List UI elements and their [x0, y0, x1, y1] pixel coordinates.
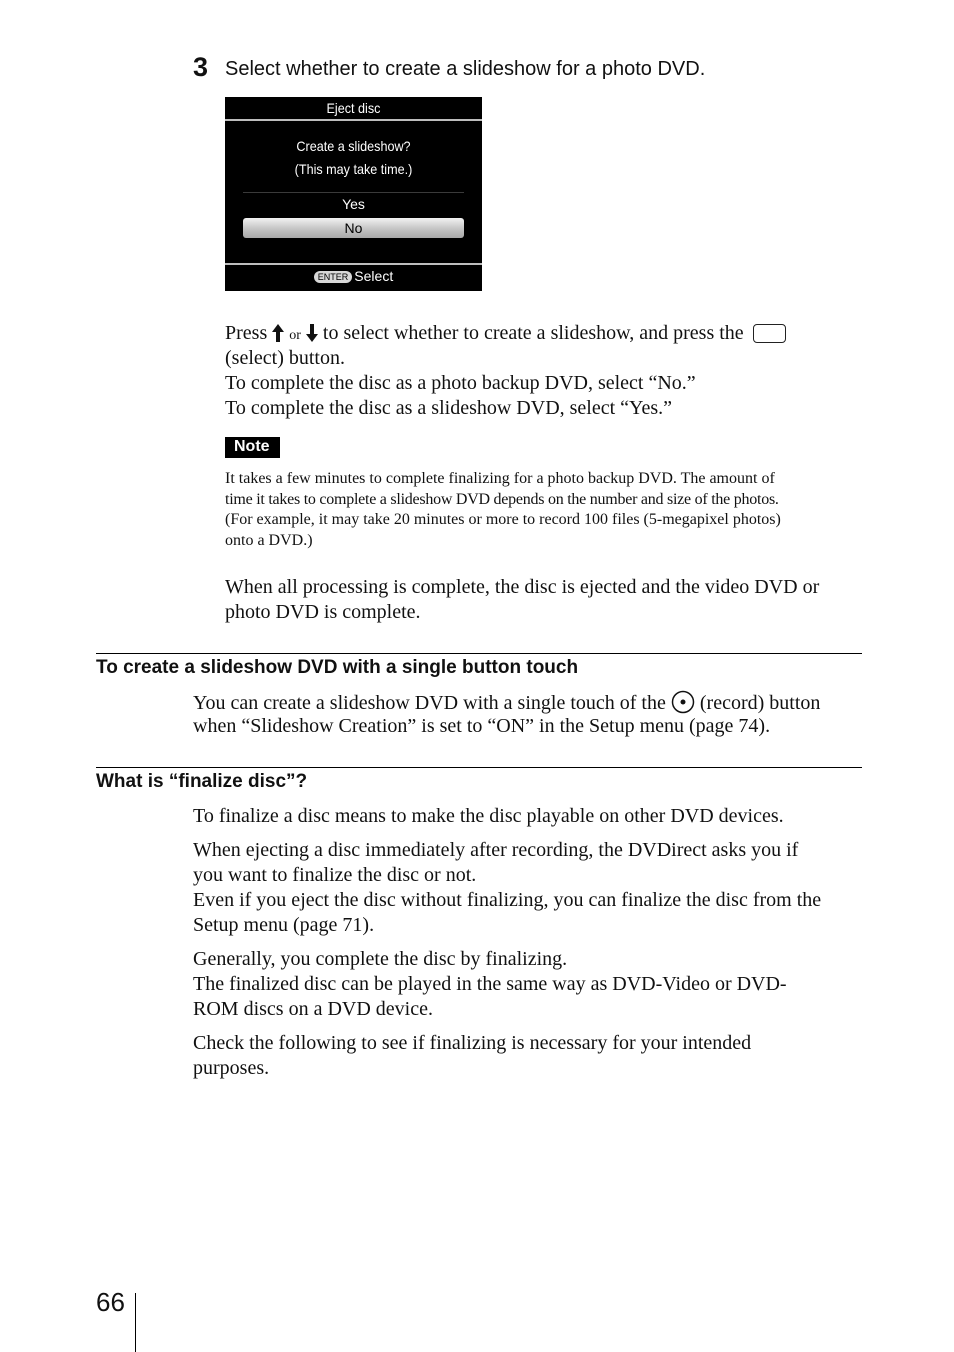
section-rule	[96, 767, 862, 768]
step-title: Select whether to create a slideshow for a photo DVD.	[225, 58, 706, 80]
section1-line-2: when “Slideshow Creation” is set to “ON” in the Setup menu (page 74).	[193, 715, 771, 737]
completion-line-1: When all processing is complete, the disc is ejected and the video DVD or	[225, 576, 820, 598]
screen-title: Eject disc	[326, 100, 381, 116]
section-rule	[96, 653, 862, 654]
section1-text: (record) button	[699, 692, 821, 714]
note-line: time it takes to complete a slideshow DVD depends on the number and size of the photos.	[225, 490, 779, 508]
eject-disc-screen	[225, 97, 482, 291]
screen-footer-label: Select	[354, 268, 394, 284]
section2-p3-line: ROM discs on a DVD device.	[193, 998, 433, 1020]
section1-text: You can create a slideshow DVD with a single touch of the	[193, 692, 666, 714]
section2-p2-line: Even if you eject the disc without finalizing, you can finalize the disc from the	[193, 889, 822, 911]
screen-header-divider	[225, 119, 482, 121]
screen-question-note: (This may take time.)	[294, 161, 413, 177]
instr-press: Press	[225, 322, 268, 344]
screen-footer-divider	[225, 263, 482, 265]
arrow-up-icon	[272, 324, 284, 342]
screen-option-divider	[243, 192, 464, 193]
section2-p2-line: you want to finalize the disc or not.	[193, 864, 477, 886]
note-line: onto a DVD.)	[225, 531, 313, 549]
section2-p3-line: The finalized disc can be played in the same way as DVD-Video or DVD-	[193, 973, 787, 995]
section2-p4-line: Check the following to see if finalizing is necessary for your intended	[193, 1032, 752, 1054]
note-text	[225, 469, 865, 551]
instr-or: or	[289, 328, 301, 343]
screen-question: Create a slideshow?	[296, 138, 411, 154]
screen-footer	[225, 268, 482, 284]
note-badge: Note	[225, 437, 280, 458]
enter-key-icon: ENTER	[314, 271, 353, 283]
section2-p3-line: Generally, you complete the disc by finalizing.	[193, 948, 568, 970]
section2-p2-line: When ejecting a disc immediately after recording, the DVDirect asks you if	[193, 839, 799, 861]
note-line: It takes a few minutes to complete finalizing for a photo backup DVD. The amount of	[225, 470, 775, 487]
instruction-line-1	[225, 321, 865, 348]
instruction-line-3: To complete the disc as a slideshow DVD, select “Yes.”	[225, 397, 673, 419]
option-yes[interactable]: Yes	[342, 196, 365, 212]
section2-p1: To finalize a disc means to make the disc playable on other DVD devices.	[193, 805, 784, 827]
step-number: 3	[193, 52, 209, 82]
instruction-select-button: (select) button.	[225, 347, 345, 369]
section1-line-1	[193, 690, 863, 716]
arrow-down-icon	[306, 324, 318, 342]
option-no-selected[interactable]: No	[243, 218, 464, 238]
select-button-icon	[753, 324, 786, 343]
page-number: 66	[96, 1287, 125, 1317]
instr-after-arrows: to select whether to create a slideshow, and press the	[322, 322, 744, 344]
record-button-icon	[671, 690, 695, 714]
section2-p4-line: purposes.	[193, 1057, 270, 1079]
page-number-bar	[135, 1293, 136, 1352]
section-heading-single-touch: To create a slideshow DVD with a single button touch	[96, 657, 579, 678]
section-heading-finalize: What is “finalize disc”?	[96, 771, 308, 792]
instruction-line-2: To complete the disc as a photo backup DVD, select “No.”	[225, 372, 696, 394]
note-line: (For example, it may take 20 minutes or more to record 100 files (5-megapixel photos)	[225, 511, 781, 528]
completion-line-2: photo DVD is complete.	[225, 601, 421, 623]
section2-p2-line: Setup menu (page 71).	[193, 914, 375, 936]
